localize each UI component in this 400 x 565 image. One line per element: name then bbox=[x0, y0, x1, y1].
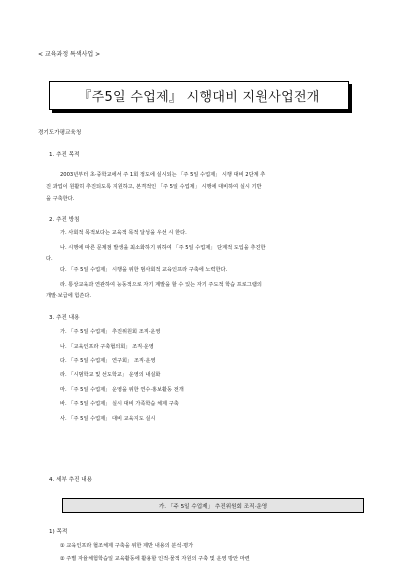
section-2-item: 다. 「주 5일 수업제」 시행을 위한 범사회적 교육인프라 구축에 노력한다. bbox=[60, 267, 228, 273]
purpose-heading: 1) 목적 bbox=[49, 529, 68, 535]
section-3-item: 나. 「교육인프라 구축협의회」 조직·운영 bbox=[60, 344, 154, 350]
header-label: < 교육과정 특색사업 > bbox=[38, 51, 101, 58]
purpose-item: ② 주별 자율체험학습일 교육활동에 활용할 인적·물적 자원의 구축 및 운영 방안 마련 bbox=[60, 556, 250, 562]
section-3-item: 바. 「주 5일 수업제」 실시 대비 가족학습 체제 구축 bbox=[60, 401, 179, 407]
section-2-item: 가. 사회적 목적보다는 교육적 목적 달성을 우선 시 한다. bbox=[60, 230, 187, 236]
section-3-heading: 3. 추진 내용 bbox=[49, 315, 80, 321]
section-2-heading: 2. 추진 방침 bbox=[49, 217, 80, 223]
section-2-item: 라. 통상교육과 연관하여 능동적으로 자기 계발을 할 수 있는 자기 주도적 학습 프로그램의 bbox=[60, 282, 262, 288]
section-1-line: 2003년부터 초·중학교에서 주 1회 정도에 실시되는 「주 5일 수업제」 시행 대비 2단계 추 bbox=[60, 172, 266, 178]
section-1-heading: 1. 추진 목적 bbox=[49, 152, 80, 158]
section-2-item-continuation: 개발·보급에 힘쓴다. bbox=[46, 293, 92, 299]
section-3-item: 가. 「주 5일 수업제」 추진위원회 조직·운영 bbox=[60, 329, 161, 335]
section-3-item: 다. 「주 5일 수업제」 연구회」 조직·운영 bbox=[60, 358, 156, 364]
section-4-heading: 4. 세부 추진 내용 bbox=[49, 477, 93, 483]
section-2-item-continuation: 다. bbox=[46, 256, 53, 262]
section-3-item: 마. 「주 5일 수업제」 운영을 위한 연수·홍보활동 전개 bbox=[60, 387, 184, 393]
section-1-line: 을 구축한다. bbox=[46, 196, 75, 202]
document-title: 『주5일 수업제』 시행대비 지원사업전개 bbox=[49, 81, 349, 110]
section-3-item: 라. 「시범학교 및 선도학교」 운영의 내실화 bbox=[60, 372, 161, 378]
section-2-item: 나. 시행에 따른 문제점 발생을 최소화하기 위하여 「주 5일 수업제」 단계적 도입을 추진한 bbox=[60, 245, 266, 251]
section-4-subheading-box: 가. 「주 5일 수업제」 추진위원회 조직·운영 bbox=[62, 498, 364, 513]
organization-name: 경기도가평교육청 bbox=[38, 130, 82, 136]
purpose-item: ① 교육인프라 협조체제 구축을 위한 제반 내용의 분석·평가 bbox=[60, 543, 194, 549]
section-3-item: 사. 「주 5일 수업제」 대비 교육지도 실시 bbox=[60, 416, 156, 422]
section-1-line: 진 과업이 원활히 추진되도록 지원하고, 본격적인 「주 5일 수업제」 시행에 대비하여 실시 기반 bbox=[46, 184, 262, 190]
